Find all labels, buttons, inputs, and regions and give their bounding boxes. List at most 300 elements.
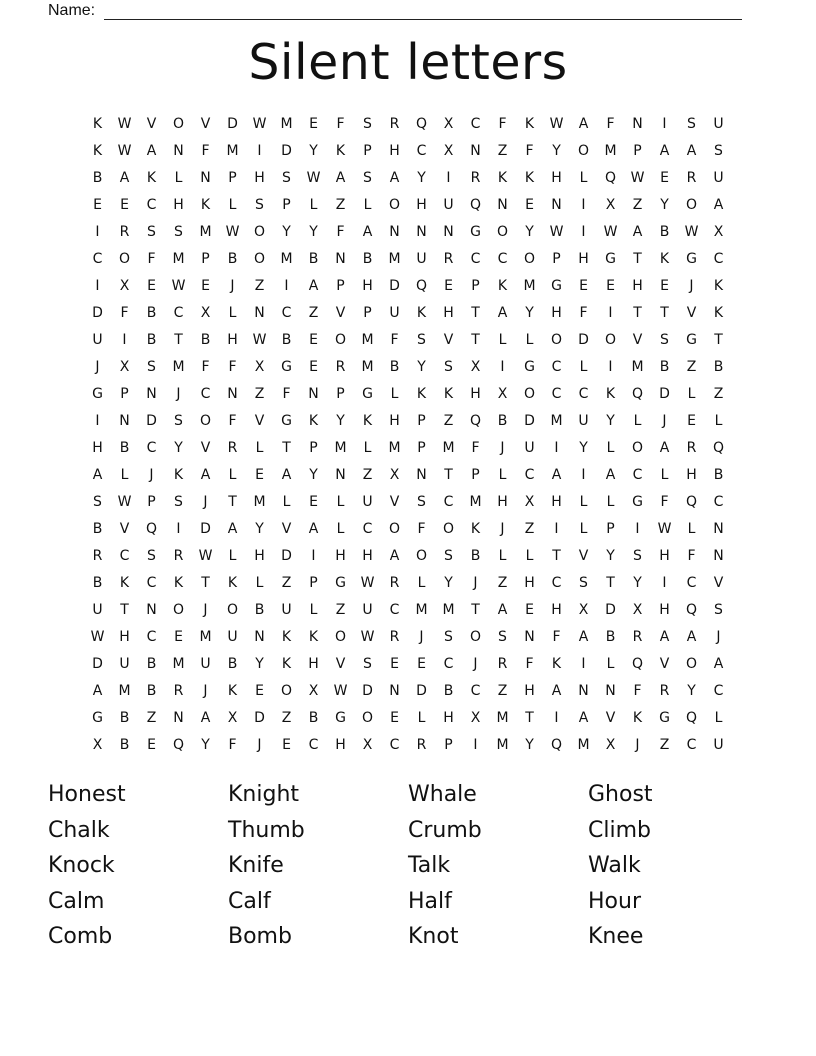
grid-letter: O [253,251,266,267]
grid-letter: C [416,143,427,159]
grid-letter: A [713,656,724,672]
grid-letter: R [389,629,400,645]
grid-letter: I [311,548,316,564]
grid-letter: I [581,656,586,672]
grid-letter: L [309,197,318,213]
grid-letter: F [147,251,156,267]
grid-letter: E [309,116,318,132]
grid-letter: K [497,170,508,186]
grid-letter: O [631,440,644,456]
grid-letter: L [228,467,237,483]
grid-letter: N [173,143,184,159]
grid-letter: O [523,251,536,267]
grid-letter: O [550,332,563,348]
grid-letter: P [633,143,642,159]
grid-letter: J [257,737,262,753]
grid-letter: N [335,467,346,483]
grid-letter: L [687,386,696,402]
grid-letter: K [308,413,319,429]
grid-letter: V [389,494,400,510]
grid-letter: L [336,494,345,510]
grid-letter: A [335,170,346,186]
grid-letter: S [417,494,426,510]
grid-letter: S [444,629,453,645]
grid-letter: A [551,467,562,483]
grid-letter: T [282,440,291,456]
grid-letter: Z [254,386,265,402]
grid-letter: F [471,440,480,456]
grid-letter: C [551,575,562,591]
grid-letter: V [578,548,589,564]
grid-letter: O [280,683,293,699]
grid-letter: N [389,224,400,240]
grid-letter: B [119,710,130,726]
grid-letter: G [524,359,535,375]
grid-letter: V [335,656,346,672]
grid-row [84,732,732,759]
grid-letter: K [470,521,481,537]
grid-letter: H [254,548,265,564]
grid-letter: A [497,602,508,618]
grid-letter: C [632,467,643,483]
grid-letter: Y [525,737,534,753]
grid-letter: H [254,170,265,186]
grid-letter: L [498,467,507,483]
grid-letter: S [660,332,669,348]
grid-letter: B [200,332,211,348]
grid-letter: Y [633,575,642,591]
grid-letter: D [362,683,373,699]
grid-row [84,165,732,192]
grid-letter: P [417,413,426,429]
grid-letter: C [119,548,130,564]
grid-letter: L [363,197,372,213]
grid-letter: W [360,629,375,645]
grid-letter: W [549,116,564,132]
grid-letter: B [659,224,670,240]
grid-letter: I [284,278,289,294]
grid-letter: J [689,278,694,294]
grid-letter: Z [713,386,724,402]
grid-letter: L [282,494,291,510]
grid-letter: Q [712,440,725,456]
grid-letter: A [362,224,373,240]
grid-letter: N [389,683,400,699]
grid-letter: F [120,305,129,321]
page-title: Silent letters [248,34,568,91]
grid-letter: D [524,413,535,429]
grid-letter: O [523,386,536,402]
grid-letter: R [335,359,346,375]
word-list-item: Bomb [228,924,292,949]
grid-letter: S [714,143,723,159]
grid-letter: X [254,359,265,375]
grid-letter: O [361,710,374,726]
grid-letter: K [119,575,130,591]
grid-letter: E [255,467,264,483]
grid-letter: M [199,224,212,240]
grid-letter: Y [606,413,615,429]
grid-letter: K [605,386,616,402]
grid-letter: R [119,224,130,240]
grid-letter: I [554,521,559,537]
grid-letter: P [309,440,318,456]
grid-letter: R [227,440,238,456]
grid-letter: R [443,251,454,267]
grid-letter: L [633,413,642,429]
grid-letter: Y [525,305,534,321]
grid-letter: K [443,386,454,402]
grid-letter: B [146,683,157,699]
grid-letter: P [444,737,453,753]
grid-letter: E [309,332,318,348]
grid-letter: J [473,656,478,672]
grid-letter: E [120,197,129,213]
grid-letter: S [498,629,507,645]
grid-letter: T [444,467,453,483]
grid-letter: N [551,197,562,213]
grid-letter: M [172,359,185,375]
grid-letter: R [632,629,643,645]
grid-letter: A [686,629,697,645]
grid-letter: G [551,278,562,294]
grid-row [84,435,732,462]
grid-letter: E [606,278,615,294]
grid-letter: C [146,629,157,645]
grid-letter: S [633,548,642,564]
word-list-item: Knot [408,924,459,949]
grid-letter: L [579,521,588,537]
grid-letter: F [660,494,669,510]
word-list [48,777,768,955]
grid-letter: J [149,467,154,483]
grid-letter: B [362,251,373,267]
grid-letter: W [117,143,132,159]
grid-letter: L [714,710,723,726]
grid-letter: T [174,332,183,348]
grid-letter: Q [469,197,482,213]
grid-letter: R [173,683,184,699]
grid-letter: L [606,494,615,510]
grid-letter: R [686,170,697,186]
grid-letter: W [333,683,348,699]
grid-letter: D [254,710,265,726]
grid-letter: L [660,467,669,483]
grid-letter: L [255,575,264,591]
grid-letter: Q [685,602,698,618]
grid-letter: B [443,683,454,699]
grid-letter: D [659,386,670,402]
grid-letter: P [201,251,210,267]
grid-letter: A [281,467,292,483]
grid-letter: O [118,251,131,267]
grid-letter: N [335,251,346,267]
grid-letter: R [497,656,508,672]
grid-letter: S [147,224,156,240]
grid-letter: I [581,197,586,213]
grid-letter: K [713,305,724,321]
grid-letter: V [632,332,643,348]
grid-letter: Z [254,278,265,294]
grid-letter: W [306,170,321,186]
grid-letter: Y [687,683,696,699]
grid-letter: M [604,143,617,159]
grid-letter: F [417,521,426,537]
grid-letter: W [360,575,375,591]
grid-letter: X [632,602,643,618]
grid-letter: N [713,548,724,564]
grid-letter: S [363,170,372,186]
grid-letter: I [554,710,559,726]
grid-letter: I [662,575,667,591]
grid-letter: N [308,386,319,402]
grid-letter: X [578,602,589,618]
grid-letter: S [282,170,291,186]
grid-letter: M [550,413,563,429]
word-list-item: Whale [408,782,477,807]
grid-letter: H [659,602,670,618]
grid-letter: B [497,413,508,429]
grid-letter: O [388,197,401,213]
word-list-item: Climb [588,817,651,843]
grid-letter: E [525,197,534,213]
grid-letter: J [473,575,478,591]
grid-letter: K [416,386,427,402]
word-list-item: Hour [588,888,641,914]
grid-letter: E [660,278,669,294]
grid-letter: H [362,278,373,294]
grid-letter: C [389,602,400,618]
grid-letter: K [92,143,103,159]
grid-letter: L [714,413,723,429]
grid-letter: H [443,710,454,726]
grid-letter: C [524,467,535,483]
grid-letter: K [362,413,373,429]
grid-letter: F [228,413,237,429]
grid-letter: M [280,116,293,132]
grid-letter: H [551,305,562,321]
grid-letter: X [119,278,130,294]
word-list-item: Half [408,888,452,914]
word-list-item: Knee [588,924,644,949]
grid-letter: W [171,278,186,294]
grid-letter: H [632,278,643,294]
grid-letter: X [443,116,454,132]
grid-letter: X [119,359,130,375]
grid-letter: Y [309,467,318,483]
grid-letter: H [551,170,562,186]
grid-letter: M [523,278,536,294]
grid-letter: S [147,359,156,375]
grid-letter: X [524,494,535,510]
grid-letter: G [92,386,103,402]
grid-letter: M [253,494,266,510]
grid-letter: K [713,278,724,294]
grid-letter: B [470,548,481,564]
grid-letter: U [362,494,373,510]
grid-letter: U [119,656,130,672]
grid-letter: X [470,710,481,726]
grid-letter: T [120,602,129,618]
word-list-item: Walk [588,853,641,878]
grid-letter: B [605,629,616,645]
grid-letter: Q [631,386,644,402]
grid-letter: K [173,575,184,591]
grid-letter: V [254,413,265,429]
grid-letter: M [388,251,401,267]
grid-letter: P [336,386,345,402]
grid-letter: W [252,116,267,132]
grid-letter: I [608,305,613,321]
grid-letter: C [308,737,319,753]
grid-letter: L [309,602,318,618]
grid-letter: B [119,737,130,753]
grid-letter: Y [201,737,210,753]
grid-letter: D [92,305,103,321]
grid-letter: I [635,521,640,537]
grid-letter: B [308,710,319,726]
grid-letter: D [92,656,103,672]
grid-letter: Q [685,710,698,726]
grid-letter: D [605,602,616,618]
grid-letter: K [200,197,211,213]
word-list-item: Calm [48,888,105,914]
grid-letter: Q [145,521,158,537]
grid-letter: B [119,440,130,456]
grid-letter: E [417,656,426,672]
grid-letter: M [469,494,482,510]
grid-letter: Q [172,737,185,753]
grid-letter: H [686,467,697,483]
grid-letter: Y [444,575,453,591]
grid-letter: N [497,197,508,213]
grid-letter: R [659,683,670,699]
grid-letter: A [92,467,103,483]
grid-letter: N [713,521,724,537]
grid-letter: H [308,656,319,672]
grid-letter: D [146,413,157,429]
grid-letter: M [361,359,374,375]
grid-letter: H [362,548,373,564]
grid-letter: W [657,521,672,537]
grid-letter: L [336,521,345,537]
grid-letter: B [227,656,238,672]
grid-letter: C [686,575,697,591]
grid-letter: L [228,305,237,321]
grid-letter: Z [335,602,346,618]
grid-letter: H [389,413,400,429]
grid-letter: V [713,575,724,591]
grid-letter: I [446,170,451,186]
grid-letter: Z [632,197,643,213]
grid-letter: O [172,116,185,132]
grid-letter: T [660,305,669,321]
grid-letter: A [686,143,697,159]
word-list-item: Ghost [588,782,653,807]
grid-letter: K [416,305,427,321]
grid-letter: S [174,224,183,240]
grid-letter: T [471,332,480,348]
grid-row [84,597,732,624]
grid-letter: L [363,440,372,456]
grid-letter: S [579,575,588,591]
grid-letter: Z [497,683,508,699]
grid-letter: X [443,143,454,159]
grid-letter: S [444,548,453,564]
grid-letter: M [280,251,293,267]
word-list-item: Comb [48,924,113,949]
grid-letter: C [497,251,508,267]
grid-row [84,192,732,219]
grid-letter: Z [281,575,292,591]
grid-letter: O [469,629,482,645]
grid-letter: A [389,548,400,564]
grid-letter: K [335,143,346,159]
grid-letter: C [362,521,373,537]
grid-letter: K [227,683,238,699]
grid-letter: C [551,359,562,375]
grid-letter: T [714,332,723,348]
grid-letter: Z [497,575,508,591]
word-list-item: Calf [228,888,271,914]
grid-letter: I [500,359,505,375]
grid-letter: F [201,143,210,159]
grid-letter: J [419,629,424,645]
grid-letter: I [608,359,613,375]
grid-letter: J [716,629,721,645]
grid-letter: J [176,386,181,402]
grid-letter: H [416,197,427,213]
grid-letter: H [92,440,103,456]
grid-letter: K [524,170,535,186]
grid-letter: M [226,143,239,159]
name-field[interactable] [48,0,742,20]
word-list-item: Chalk [48,817,110,843]
word-list-item: Honest [48,782,126,807]
grid-letter: L [525,548,534,564]
word-list-item: Knight [228,782,300,807]
grid-letter: J [662,413,667,429]
grid-letter: H [551,494,562,510]
grid-letter: S [174,413,183,429]
grid-letter: I [554,440,559,456]
grid-letter: J [203,683,208,699]
grid-letter: E [174,629,183,645]
word-list-item: Crumb [408,817,482,843]
grid-letter: I [176,521,181,537]
grid-letter: M [577,737,590,753]
grid-letter: E [390,710,399,726]
grid-letter: M [388,440,401,456]
grid-letter: A [227,521,238,537]
grid-letter: K [92,116,103,132]
grid-letter: L [498,332,507,348]
grid-letter: H [389,143,400,159]
grid-letter: L [174,170,183,186]
grid-letter: Y [336,413,345,429]
grid-letter: H [578,251,589,267]
grid-letter: L [606,440,615,456]
grid-letter: B [92,575,103,591]
grid-letter: E [147,737,156,753]
grid-letter: F [579,305,588,321]
grid-letter: D [227,116,238,132]
grid-letter: I [581,224,586,240]
grid-letter: H [335,548,346,564]
grid-letter: D [281,143,292,159]
grid-letter: Z [497,143,508,159]
grid-letter: N [254,629,265,645]
